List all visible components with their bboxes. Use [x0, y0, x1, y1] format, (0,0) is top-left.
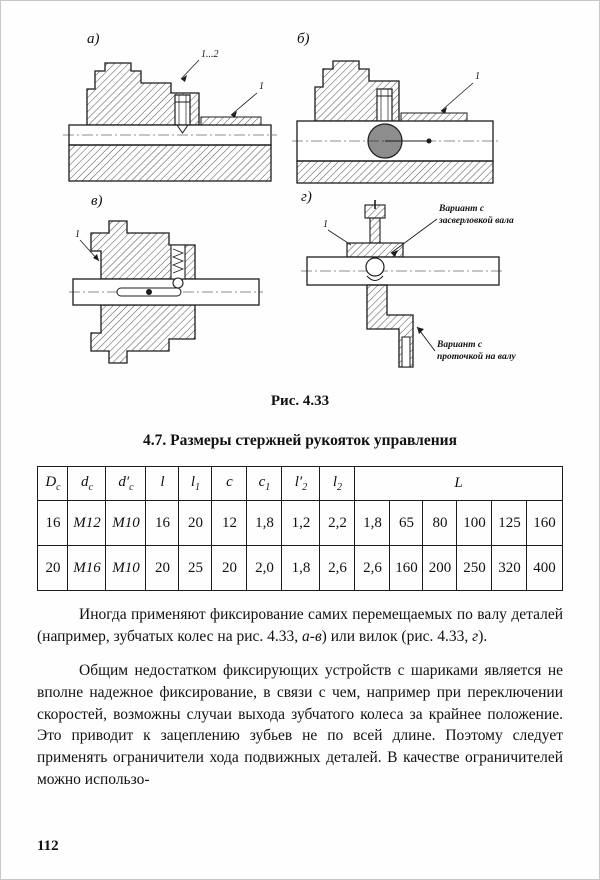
col-header-Dc [38, 467, 68, 501]
dimension-label: 1...2 [201, 49, 219, 60]
header-sub: 1 [195, 482, 201, 493]
header-var: l [190, 474, 196, 490]
table-cell: 80 [423, 501, 457, 546]
gear-lower-section [91, 305, 195, 363]
dimension-table [37, 466, 562, 591]
annotation-drill-variant [391, 204, 514, 257]
figure-panel-g [289, 197, 575, 390]
annotation-line-1: Вариант с [437, 340, 483, 350]
figure-panel-b [289, 41, 501, 196]
callout-1 [323, 219, 351, 245]
table-cell: 320 [492, 546, 527, 591]
figure-panel-v [67, 203, 265, 390]
header-var: c [258, 474, 266, 490]
table-cell: 65 [390, 501, 423, 546]
drawing-a [59, 41, 281, 191]
table-cell: 20 [179, 501, 212, 546]
lower-section [69, 145, 271, 181]
figure-4-33 [1, 27, 599, 385]
table-cell: 20 [146, 546, 179, 591]
paragraph-text: ). [478, 627, 488, 645]
set-screw [377, 89, 392, 121]
lower-section [297, 161, 493, 183]
table-cell: 2,0 [247, 546, 282, 591]
washer-strip [401, 113, 467, 121]
annotation-line-2: проточкой на валу [437, 352, 516, 362]
table-cell: 2,6 [320, 546, 355, 591]
table-cell: 1,8 [355, 501, 390, 546]
table-cell: 16 [38, 501, 68, 546]
table-cell: 400 [527, 546, 562, 591]
paragraph-1 [37, 604, 563, 647]
table-row-2 [38, 546, 562, 591]
panel-label-b: б) [297, 31, 310, 47]
col-header-c [212, 467, 247, 501]
fork-slot [402, 337, 410, 367]
table-row-1 [38, 501, 562, 546]
figure-panel-a [59, 41, 281, 196]
col-header-l [146, 467, 179, 501]
header-sub: с [56, 482, 61, 493]
annotation-groove-variant [417, 327, 516, 362]
drawing-b [289, 41, 501, 191]
paragraph-text: ) или вилок (рис. 4.33, [321, 627, 473, 645]
detent-ball [366, 258, 384, 276]
figure-ref-italic: г [472, 627, 479, 645]
table-cell: М12 [68, 501, 106, 546]
table-cell: 12 [212, 501, 247, 546]
slot-pin [146, 289, 152, 295]
annotation-line-2: засверловкой вала [439, 216, 514, 226]
table-cell: 20 [38, 546, 68, 591]
table-cell: М16 [68, 546, 106, 591]
col-header-l2-prime [282, 467, 320, 501]
dimension-1-2 [181, 49, 219, 82]
table-cell: М10 [106, 501, 146, 546]
paragraph-text: Иногда применяют фиксирование самих перемещаемых по валу деталей (например, зубчатых колес на рис. 4.33, [37, 606, 563, 645]
header-sub: 2 [337, 482, 343, 493]
figure-caption: Рис. 4.33 [270, 393, 330, 409]
page-number: 112 [37, 838, 59, 854]
table-cell: 160 [527, 501, 562, 546]
figure-ref-italic: а-в [302, 627, 322, 645]
header-sub: с [88, 482, 93, 493]
washer-strip [201, 117, 261, 125]
header-var: l [160, 474, 165, 490]
col-header-dc-prime [106, 467, 146, 501]
header-var: D [45, 474, 57, 490]
table-cell: 2,6 [355, 546, 390, 591]
callout-label: 1 [75, 229, 80, 240]
col-header-l1 [179, 467, 212, 501]
callout-label: 1 [475, 71, 480, 82]
panel-label-v: в) [91, 193, 103, 209]
table-cell: М10 [106, 546, 146, 591]
panel-label-a: а) [87, 31, 100, 47]
table-header-row [38, 467, 562, 501]
col-header-dc [68, 467, 106, 501]
table-cell: 100 [457, 501, 492, 546]
table-cell: 1,8 [247, 501, 282, 546]
callout-label: 1 [259, 81, 264, 92]
table-cell: 200 [423, 546, 457, 591]
header-var: l′ [294, 474, 303, 490]
callout-1 [441, 71, 480, 114]
header-sub: 2 [302, 482, 308, 493]
col-header-l2 [320, 467, 355, 501]
header-var: L [454, 475, 463, 491]
annotation-line-1: Вариант с [439, 204, 485, 214]
set-screw [175, 95, 190, 125]
drawing-v [67, 203, 265, 385]
table-cell: 1,8 [282, 546, 320, 591]
section-heading: 4.7. Размеры стержней рукояток управления [143, 432, 457, 449]
table-cell: 20 [212, 546, 247, 591]
col-header-c1 [247, 467, 282, 501]
table-cell: 16 [146, 501, 179, 546]
table-cell: 250 [457, 546, 492, 591]
header-sub: 1 [265, 482, 271, 493]
col-header-L [355, 467, 562, 501]
paragraph-2: Общим недостатком фиксирующих устройств с шариками является не вполне надежное фиксирование, в связи с чем, например при переключении скоростей, возможны случаи выхода зубчатого колеса за крайнее положение. Это приводит к зацеплению зубьев не по всей длине. Поэтому следует применять ограничители хода подвижных деталей. В качестве ограничителей можно использо- [37, 662, 563, 788]
header-var: l [332, 474, 338, 490]
spring-pin [171, 245, 185, 288]
table-cell: 160 [390, 546, 423, 591]
header-var: d′ [118, 474, 130, 490]
drawing-g [289, 197, 575, 385]
table-cell: 1,2 [282, 501, 320, 546]
panel-label-g: г) [301, 189, 312, 205]
table-cell: 25 [179, 546, 212, 591]
header-var: c [226, 474, 233, 490]
header-var: d [80, 474, 89, 490]
table-cell: 2,2 [320, 501, 355, 546]
header-sub: с [129, 482, 134, 493]
table-cell: 125 [492, 501, 527, 546]
callout-1 [231, 81, 264, 118]
clamp-screw [365, 200, 385, 243]
callout-label: 1 [323, 219, 328, 230]
